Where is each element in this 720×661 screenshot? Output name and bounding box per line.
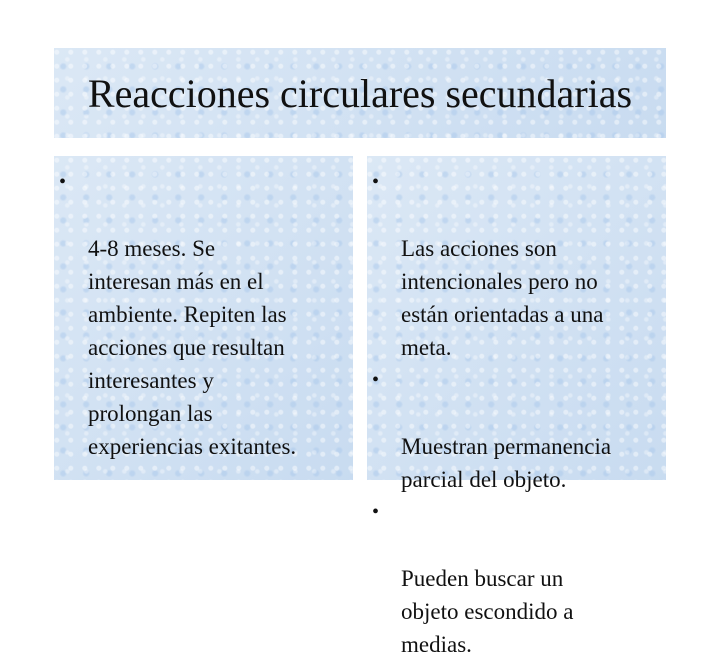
right-content-panel <box>367 156 666 657</box>
bullet-item <box>367 166 666 364</box>
bullet-text: Las acciones son intencionales pero no están orientadas a una meta. <box>401 236 604 360</box>
bullet-text: Muestran permanencia parcial del objeto. <box>401 434 612 492</box>
bullet-icon: • <box>372 369 380 391</box>
bullet-item <box>367 364 666 496</box>
bullet-icon: • <box>372 501 380 523</box>
bullet-text: Pueden buscar un objeto escondido a medias. <box>401 566 574 657</box>
bullet-icon: • <box>59 171 67 193</box>
right-bullet-list <box>367 166 666 661</box>
bullet-text: 4-8 meses. Se interesan más en el ambiente. Repiten las acciones que resultan interesantes y prolongan las experiencias exitantes. <box>88 236 297 459</box>
bullet-item <box>367 496 666 661</box>
left-content-panel <box>54 156 353 480</box>
bullet-icon: • <box>372 171 380 193</box>
left-bullet-list <box>54 166 353 463</box>
bullet-item <box>54 166 353 463</box>
title-panel <box>54 48 666 138</box>
slide-title: Reacciones circulares secundarias <box>87 71 633 116</box>
